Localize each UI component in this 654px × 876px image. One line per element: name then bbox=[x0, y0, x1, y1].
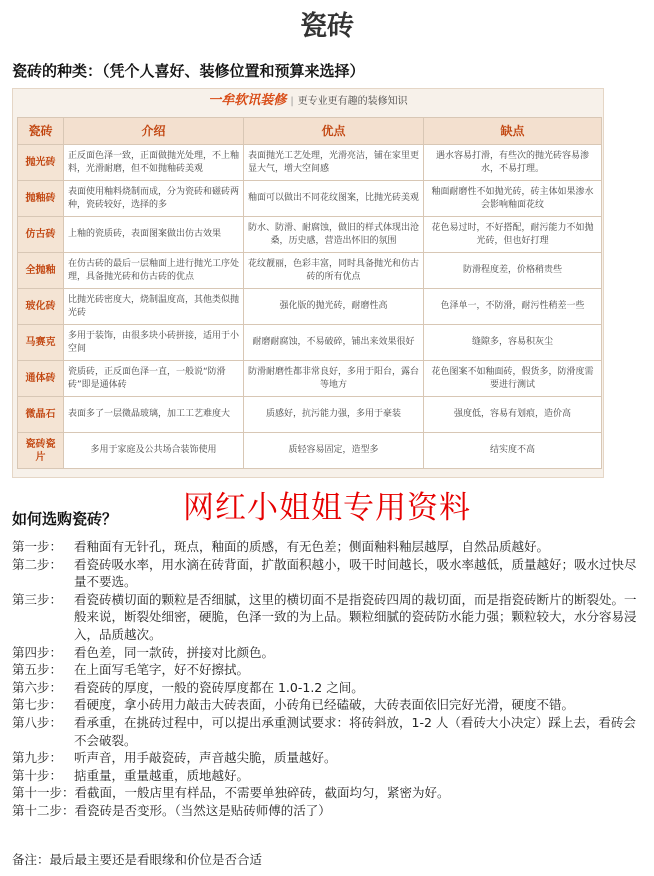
overlay-watermark-text: 网红小姐姐专用资料 bbox=[183, 490, 471, 526]
step-text: 看釉面有无针孔，斑点，釉面的质感，有无色差；侧面釉料釉层越厚，自然品质越好。 bbox=[74, 539, 550, 554]
tile-intro: 表面使用釉料烧制而成，分为瓷砖和磁砖两种，瓷砖较好，选择的多 bbox=[64, 181, 244, 217]
list-item bbox=[12, 538, 644, 556]
step-label: 第十一步： bbox=[12, 785, 75, 801]
step-label: 第六步： bbox=[12, 679, 63, 695]
step-label: 第三步： bbox=[12, 591, 63, 607]
tile-name: 马赛克 bbox=[18, 325, 64, 361]
tile-pros: 防滑耐磨性都非常良好，多用于阳台，露台等地方 bbox=[244, 361, 424, 397]
tile-intro: 表面多了一层微晶玻璃，加工工艺难度大 bbox=[64, 397, 244, 433]
page-title: 瓷砖 bbox=[300, 11, 354, 42]
tile-intro: 多用于家庭及公共场合装饰使用 bbox=[64, 433, 244, 469]
list-item bbox=[12, 661, 644, 679]
list-item bbox=[12, 714, 644, 749]
table-row bbox=[18, 289, 602, 325]
tile-cons: 色泽单一，不防滑，耐污性稍差一些 bbox=[424, 289, 602, 325]
table-row bbox=[18, 325, 602, 361]
step-text: 看瓷砖是否变形。（当然这是贴砖师傅的活了） bbox=[74, 802, 331, 818]
step-text: 看截面，一般店里有样品，不需要单独碎砖，截面均匀，紧密为好。 bbox=[74, 785, 450, 801]
step-label: 第四步： bbox=[12, 644, 63, 660]
tile-pros: 釉面可以做出不同花纹图案，比抛光砖美观 bbox=[244, 181, 424, 217]
step-text: 听声音，用手敲瓷砖，声音越尖脆，质量越好。 bbox=[74, 750, 337, 766]
step-text: 看色差，同一款砖，拼接对比颜色。 bbox=[74, 644, 275, 660]
tile-cons: 遇水容易打滑，有些次的抛光砖容易渗水，不易打理。 bbox=[424, 145, 602, 181]
tile-cons: 结实度不高 bbox=[424, 433, 602, 469]
header-tile: 瓷砖 bbox=[18, 118, 64, 145]
list-item bbox=[12, 644, 644, 662]
tile-intro: 瓷质砖，正反面色泽一直，一般说“防滑砖”即是通体砖 bbox=[64, 361, 244, 397]
buying-steps-list bbox=[12, 538, 644, 820]
tile-intro: 比抛光砖密度大，烧制温度高，其他类似抛光砖 bbox=[64, 289, 244, 325]
tile-cons: 花色图案不如釉面砖，假货多，防滑度需要进行测试 bbox=[424, 361, 602, 397]
step-text: 掂重量，重量越重，质地越好。 bbox=[74, 767, 250, 783]
tile-types-heading: 瓷砖的种类：（凭个人喜好、装修位置和预算来选择） bbox=[12, 62, 365, 80]
tile-pros: 防水、防滑、耐腐蚀，做旧的样式体现出沧桑，历史感，营造出怀旧的氛围 bbox=[244, 217, 424, 253]
buying-guide-heading: 如何选购瓷砖？ bbox=[12, 510, 118, 528]
tile-comparison-image bbox=[12, 88, 604, 478]
list-item bbox=[12, 749, 644, 767]
table-row bbox=[18, 433, 602, 469]
table-row bbox=[18, 181, 602, 217]
header-cons: 缺点 bbox=[424, 118, 602, 145]
table-header-row bbox=[18, 118, 602, 145]
table-row bbox=[18, 217, 602, 253]
banner-slogan: 更专业更有趣的装修知识 bbox=[297, 96, 408, 107]
banner-logo: 一牟软讯装修 bbox=[208, 93, 287, 108]
step-text: 看瓷砖横切面的颗粒是否细腻，这里的横切面不是指瓷砖四周的裁切面，而是指瓷砖断片的断裂处。一般来说，断裂处细密，硬脆，色泽一致的为上品。颗粒细腻的瓷砖防水能力强；颗粒较大，水分容易浸入，品质越次。 bbox=[74, 591, 637, 642]
tile-cons: 防滑程度差，价格稍贵些 bbox=[424, 253, 602, 289]
list-item bbox=[12, 784, 644, 802]
list-item bbox=[12, 802, 644, 820]
step-label: 第十二步： bbox=[12, 802, 75, 818]
step-text: 看硬度，拿小砖用力敲击大砖表面，小砖角已经磕破，大砖表面依旧完好光滑，硬度不错。 bbox=[74, 697, 575, 713]
header-intro: 介绍 bbox=[64, 118, 244, 145]
list-item bbox=[12, 556, 644, 591]
tile-pros: 强化版的抛光砖，耐磨性高 bbox=[244, 289, 424, 325]
list-item bbox=[12, 679, 644, 697]
tile-name: 玻化砖 bbox=[18, 289, 64, 325]
tile-intro: 上釉的瓷质砖，表面图案做出仿古效果 bbox=[64, 217, 244, 253]
tile-pros: 表面抛光工艺处理，光滑亮洁，铺在家里更显大气，增大空间感 bbox=[244, 145, 424, 181]
tile-pros: 花纹靓丽，色彩丰富，同时具备抛光和仿古砖的所有优点 bbox=[244, 253, 424, 289]
tile-intro: 多用于装饰，由很多块小砖拼接，适用于小空间 bbox=[64, 325, 244, 361]
tile-name: 仿古砖 bbox=[18, 217, 64, 253]
banner bbox=[13, 89, 603, 113]
footnote: 备注：最后最主要还是看眼缘和价位是否合适 bbox=[12, 852, 263, 867]
tile-name: 全抛釉 bbox=[18, 253, 64, 289]
tile-cons: 花色易过时，不好搭配，耐污能力不如抛光砖，但也好打理 bbox=[424, 217, 602, 253]
step-label: 第九步： bbox=[12, 750, 63, 766]
step-label: 第八步： bbox=[12, 714, 63, 730]
tile-comparison-table bbox=[17, 117, 602, 469]
list-item bbox=[12, 696, 644, 714]
step-text: 看承重，在挑砖过程中，可以提出承重测试要求：将砖斜放，1-2 人（看砖大小决定）踩上去，看砖会不会破裂。 bbox=[74, 714, 636, 748]
header-pros: 优点 bbox=[244, 118, 424, 145]
step-label: 第二步： bbox=[12, 556, 63, 572]
table-row bbox=[18, 361, 602, 397]
table-row bbox=[18, 253, 602, 289]
step-text: 在上面写毛笔字，好不好擦拭。 bbox=[74, 662, 250, 678]
tile-name: 抛釉砖 bbox=[18, 181, 64, 217]
step-label: 第一步： bbox=[12, 539, 63, 554]
tile-cons: 强度低，容易有划痕，造价高 bbox=[424, 397, 602, 433]
list-item bbox=[12, 591, 644, 644]
tile-cons: 缝隙多，容易积灰尘 bbox=[424, 325, 602, 361]
table-row bbox=[18, 397, 602, 433]
step-text: 看瓷砖吸水率，用水滴在砖背面，扩散面积越小，吸干时间越长，吸水率越低，质量越好；吸水过快尽量不要选。 bbox=[74, 556, 637, 590]
step-label: 第十步： bbox=[12, 767, 63, 783]
tile-name: 通体砖 bbox=[18, 361, 64, 397]
tile-name: 微晶石 bbox=[18, 397, 64, 433]
step-label: 第七步： bbox=[12, 697, 63, 713]
tile-name: 瓷砖瓷片 bbox=[18, 433, 64, 469]
banner-separator: | bbox=[290, 96, 294, 107]
step-text: 看瓷砖的厚度，一般的瓷砖厚度都在 1.0-1.2 之间。 bbox=[74, 679, 364, 695]
tile-pros: 耐磨耐腐蚀，不易破碎，铺出来效果很好 bbox=[244, 325, 424, 361]
list-item bbox=[12, 767, 644, 785]
table-row bbox=[18, 145, 602, 181]
tile-cons: 釉面耐磨性不如抛光砖，砖主体如果渗水会影响釉面花纹 bbox=[424, 181, 602, 217]
tile-pros: 质感好，抗污能力强，多用于豪装 bbox=[244, 397, 424, 433]
step-label: 第五步： bbox=[12, 662, 63, 678]
tile-intro: 在仿古砖的最后一层釉面上进行抛光工序处理，具备抛光砖和仿古砖的优点 bbox=[64, 253, 244, 289]
tile-intro: 正反面色泽一致，正面做抛光处理，不上釉料，光滑耐磨，但不如抛釉砖美观 bbox=[64, 145, 244, 181]
tile-pros: 质轻容易固定，造型多 bbox=[244, 433, 424, 469]
tile-name: 抛光砖 bbox=[18, 145, 64, 181]
